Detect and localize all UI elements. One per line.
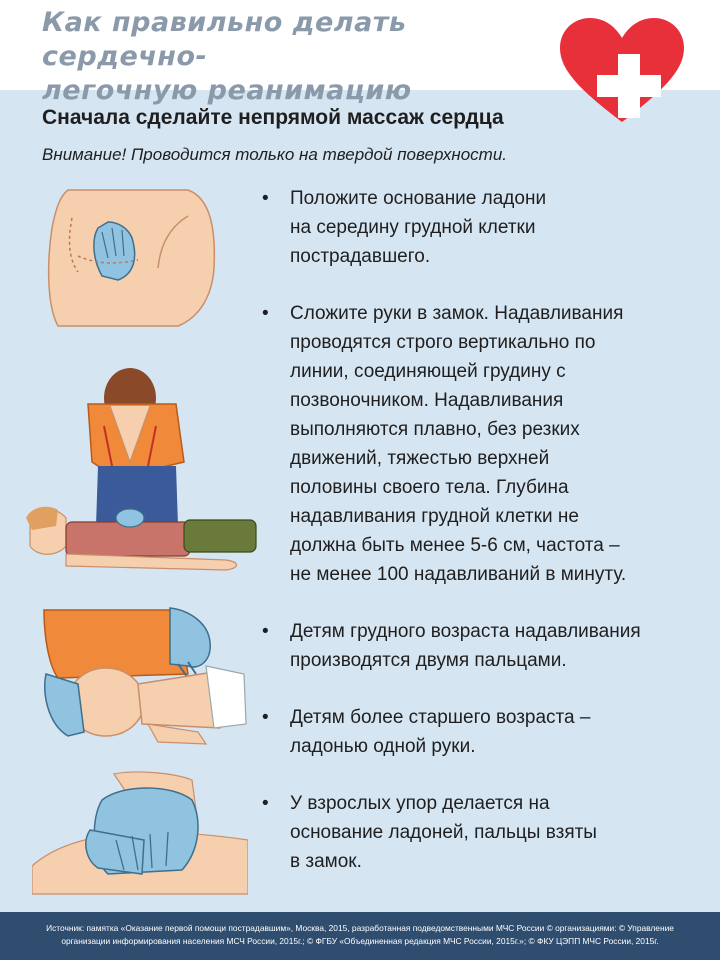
palm-on-chest-illustration — [38, 188, 218, 328]
bullet-text: У взрослых упор делается на основание ладоней, пальцы взяты в замок. — [290, 793, 597, 872]
bullet-marker: • — [262, 707, 269, 728]
bullet-text: Детям более старшего возраста – ладонью одной руки. — [290, 707, 591, 757]
bullet-text: Положите основание ладони на середину грудной клетки пострадавшего. — [290, 188, 547, 267]
interlocked-hands-illustration — [32, 770, 248, 898]
heart-cross-logo-icon — [560, 18, 684, 126]
bullet-marker: • — [262, 303, 269, 324]
attention-note: Внимание! Проводится только на твердой поверхности. — [42, 145, 507, 164]
adult-compression-illustration — [26, 366, 258, 576]
bullet-compression-technique — [262, 299, 702, 591]
bullet-adults — [262, 789, 702, 879]
bullet-marker: • — [262, 188, 269, 209]
bullet-text: Сложите руки в замок. Надавливания проводятся строго вертикально по линии, соединяющей грудину с позвоночником. Надавливания выполняются плавно, без резких движений, тяжестью верхней половины своего тела. Глубина надавливания грудной клетки не должна быть менее 5-6 см, частота – не менее 100 надавливаний в минуту. — [290, 303, 627, 585]
infant-compression-illustration — [38, 604, 248, 754]
bullet-text: Детям грудного возраста надавливания производятся двумя пальцами. — [290, 621, 641, 671]
bullet-older-children — [262, 703, 702, 763]
section-subtitle: Сначала сделайте непрямой массаж сердца — [42, 106, 504, 129]
bullet-marker: • — [262, 793, 269, 814]
source-footer: Источник: памятка «Оказание первой помощи пострадавшим», Москва, 2015, разработанная подведомственными МЧС России © организациями: © Управление организации информирования населения МСЧ России, 2015г.; © ФГБУ «Объединенная редакция МЧС России, 2015г.»; © ФКУ ЦЭПП МЧС России, 2015г. — [0, 912, 720, 960]
bullet-marker: • — [262, 621, 269, 642]
bullet-palm-placement — [262, 184, 702, 274]
page-title: Как правильно делать сердечно- легочную реанимацию — [42, 7, 412, 106]
bullet-infants — [262, 617, 702, 677]
